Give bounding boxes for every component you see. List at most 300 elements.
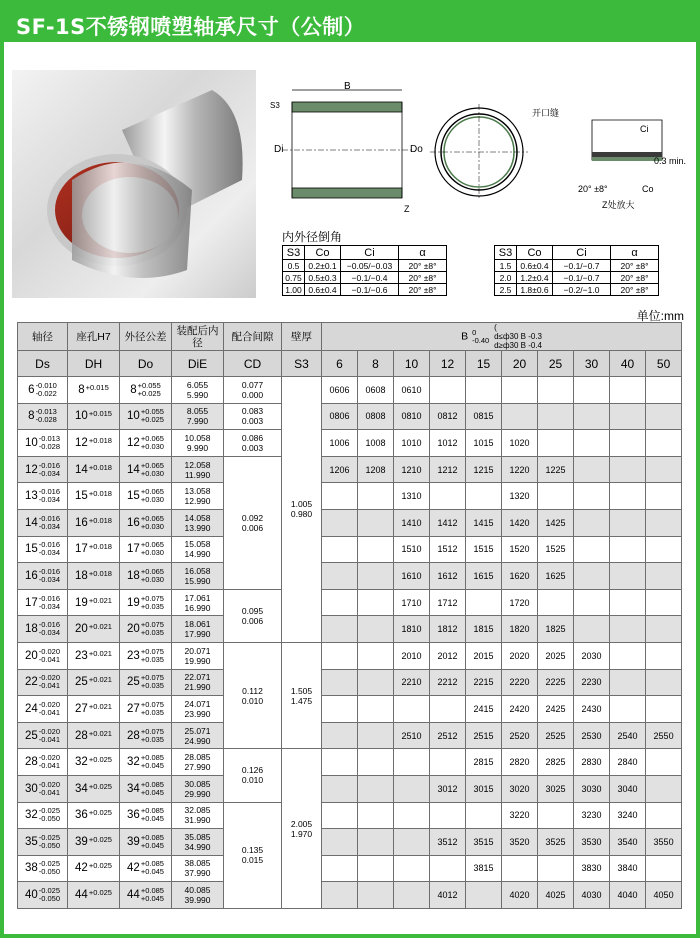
part-number-cell (322, 509, 358, 536)
hole-cell: 20 +0.021 (68, 616, 120, 643)
fitted-cell: 24.071 23.990 (172, 696, 224, 723)
part-number-cell (358, 829, 394, 856)
fitted-cell: 12.058 11.990 (172, 456, 224, 483)
shaft-cell: 15 -0.016 -0.034 (18, 536, 68, 563)
part-number-cell (394, 775, 430, 802)
part-number-cell: 1512 (430, 536, 466, 563)
part-number-cell: 3540 (610, 829, 646, 856)
part-number-cell: 3512 (430, 829, 466, 856)
part-number-cell (430, 749, 466, 776)
hole-cell: 36 +0.025 (68, 802, 120, 829)
clearance-cell: 0.126 0.010 (224, 749, 282, 802)
b-col-header: 30 (574, 351, 610, 377)
part-number-cell (538, 589, 574, 616)
shaft-cell: 12 -0.016 -0.034 (18, 456, 68, 483)
sym-die: DiE (172, 351, 224, 377)
part-number-cell (322, 775, 358, 802)
part-number-cell: 2010 (394, 642, 430, 669)
fitted-cell: 25.071 24.990 (172, 722, 224, 749)
part-number-cell (322, 483, 358, 510)
fitted-cell: 17.061 16.990 (172, 589, 224, 616)
fitted-cell: 20.071 19.990 (172, 642, 224, 669)
part-number-cell (358, 509, 394, 536)
bushing-drawing-svg (262, 80, 692, 230)
table-row (18, 749, 682, 776)
chamfer-cell: 2.5 (495, 284, 517, 296)
dim-b-label: B (344, 81, 351, 92)
bushing-photo (12, 70, 256, 298)
shaft-cell: 24 -0.020 -0.041 (18, 696, 68, 723)
part-number-cell: 0806 (322, 403, 358, 430)
part-number-cell: 1720 (502, 589, 538, 616)
chamfer-cell: 20° ±8° (611, 284, 659, 296)
fitted-cell: 6.055 5.990 (172, 377, 224, 404)
part-number-cell (646, 456, 682, 483)
od-cell: 34 +0.085 +0.045 (120, 775, 172, 802)
unit-label: 单位:mm (636, 309, 684, 323)
part-number-cell (646, 430, 682, 457)
part-number-cell (610, 589, 646, 616)
part-number-cell (538, 802, 574, 829)
table-row (18, 403, 682, 430)
part-number-cell: 2512 (430, 722, 466, 749)
hole-cell: 8 +0.015 (68, 377, 120, 404)
hole-cell: 12 +0.018 (68, 430, 120, 457)
part-number-cell: 1010 (394, 430, 430, 457)
part-number-cell (358, 749, 394, 776)
part-number-cell: 2525 (538, 722, 574, 749)
chamfer-cell: 1.2±0.4 (517, 272, 553, 284)
part-number-cell: 0808 (358, 403, 394, 430)
part-number-cell: 3030 (574, 775, 610, 802)
b-tol-upper: 0 (472, 327, 477, 337)
part-number-cell (430, 855, 466, 882)
part-number-cell: 1208 (358, 456, 394, 483)
chamfer-cell: 0.5 (283, 260, 305, 272)
table-row (18, 589, 682, 616)
chamfer-cell: 0.5±0.3 (305, 272, 341, 284)
b-tol-lower: -0.40 (472, 335, 490, 345)
shaft-cell: 28 -0.020 -0.041 (18, 749, 68, 776)
part-number-cell (430, 802, 466, 829)
head-od: 外径公差 (120, 323, 172, 351)
part-number-cell (322, 855, 358, 882)
chamfer-cell: 1.5 (495, 260, 517, 272)
od-cell: 42 +0.085 +0.045 (120, 855, 172, 882)
sym-ds: Ds (18, 351, 68, 377)
chamfer-title: 内外径倒角 (282, 230, 343, 244)
b-symbol: B (461, 330, 469, 343)
part-number-cell: 1210 (394, 456, 430, 483)
od-cell: 23 +0.075 +0.035 (120, 642, 172, 669)
part-number-cell: 4040 (610, 882, 646, 909)
part-number-cell (646, 802, 682, 829)
shaft-cell: 38 -0.025 -0.050 (18, 855, 68, 882)
od-cell: 44 +0.085 +0.045 (120, 882, 172, 909)
sym-cd: CD (224, 351, 282, 377)
part-number-cell: 1810 (394, 616, 430, 643)
part-number-cell (574, 456, 610, 483)
part-number-cell (358, 855, 394, 882)
shaft-cell: 13 -0.016 -0.034 (18, 483, 68, 510)
part-number-cell: 2415 (466, 696, 502, 723)
part-number-cell: 3520 (502, 829, 538, 856)
part-number-cell (394, 802, 430, 829)
part-number-cell (574, 616, 610, 643)
part-number-cell (646, 749, 682, 776)
table-row (18, 616, 682, 643)
fitted-cell: 28.085 27.990 (172, 749, 224, 776)
hole-cell: 15 +0.018 (68, 483, 120, 510)
chamfer-head-ci: Ci (341, 246, 399, 260)
chamfer-table-right (494, 245, 659, 296)
fitted-cell: 8.055 7.990 (172, 403, 224, 430)
part-number-cell: 0608 (358, 377, 394, 404)
part-number-cell (646, 377, 682, 404)
table-row (18, 536, 682, 563)
table-row (18, 855, 682, 882)
chamfer-table-left (282, 245, 447, 296)
hole-cell: 32 +0.025 (68, 749, 120, 776)
hole-cell: 10 +0.015 (68, 403, 120, 430)
part-number-cell: 1712 (430, 589, 466, 616)
part-number-cell: 1012 (430, 430, 466, 457)
part-number-cell: 2510 (394, 722, 430, 749)
shaft-cell: 10 -0.013 -0.028 (18, 430, 68, 457)
part-number-cell: 1425 (538, 509, 574, 536)
part-number-cell: 4050 (646, 882, 682, 909)
part-number-cell: 3025 (538, 775, 574, 802)
part-number-cell: 2840 (610, 749, 646, 776)
part-number-cell (358, 775, 394, 802)
part-number-cell (646, 616, 682, 643)
part-number-cell: 4025 (538, 882, 574, 909)
part-number-cell (538, 403, 574, 430)
part-number-cell (538, 855, 574, 882)
part-number-cell: 2030 (574, 642, 610, 669)
b-col-header: 6 (322, 351, 358, 377)
chamfer-cell: 20° ±8° (399, 260, 447, 272)
shaft-cell: 6 -0.010 -0.022 (18, 377, 68, 404)
part-number-cell (430, 377, 466, 404)
chamfer-cell: 0.6±0.4 (305, 284, 341, 296)
part-number-cell (646, 775, 682, 802)
head-shaft: 轴径 (18, 323, 68, 351)
part-number-cell (322, 616, 358, 643)
part-number-cell: 3830 (574, 855, 610, 882)
od-cell: 14 +0.065 +0.030 (120, 456, 172, 483)
sym-do: Do (120, 351, 172, 377)
part-number-cell: 2020 (502, 642, 538, 669)
part-number-cell: 3530 (574, 829, 610, 856)
od-cell: 12 +0.065 +0.030 (120, 430, 172, 457)
part-number-cell (574, 589, 610, 616)
fitted-cell: 14.058 13.990 (172, 509, 224, 536)
part-number-cell (394, 829, 430, 856)
part-number-cell: 0815 (466, 403, 502, 430)
fitted-cell: 35.085 34.990 (172, 829, 224, 856)
part-number-cell (538, 377, 574, 404)
ci-label: Ci (640, 124, 649, 134)
shaft-cell: 20 -0.020 -0.041 (18, 642, 68, 669)
part-number-cell: 1006 (322, 430, 358, 457)
chamfer-cell: −0.1/−0.6 (341, 284, 399, 296)
od-cell: 25 +0.075 +0.035 (120, 669, 172, 696)
part-number-cell: 4030 (574, 882, 610, 909)
fitted-cell: 13.058 12.990 (172, 483, 224, 510)
part-number-cell: 2550 (646, 722, 682, 749)
clearance-cell: 0.077 0.000 (224, 377, 282, 404)
part-number-cell (610, 642, 646, 669)
part-number-cell: 1415 (466, 509, 502, 536)
part-number-cell: 2220 (502, 669, 538, 696)
part-number-cell: 2210 (394, 669, 430, 696)
part-number-cell: 2830 (574, 749, 610, 776)
table-row (18, 775, 682, 802)
part-number-cell (574, 430, 610, 457)
fitted-cell: 40.085 39.990 (172, 882, 224, 909)
min-label: 0.3 min. (654, 156, 687, 166)
part-number-cell: 2825 (538, 749, 574, 776)
part-number-cell: 1320 (502, 483, 538, 510)
part-number-cell: 1620 (502, 563, 538, 590)
chamfer-cell: −0.1/−0.7 (553, 272, 611, 284)
part-number-cell (610, 509, 646, 536)
part-number-cell: 3015 (466, 775, 502, 802)
hole-cell: 14 +0.018 (68, 456, 120, 483)
part-number-cell (610, 377, 646, 404)
part-number-cell: 1825 (538, 616, 574, 643)
part-number-cell: 1020 (502, 430, 538, 457)
od-cell: 28 +0.075 +0.035 (120, 722, 172, 749)
part-number-cell (574, 536, 610, 563)
part-number-cell (358, 882, 394, 909)
part-number-cell: 1520 (502, 536, 538, 563)
hole-cell: 27 +0.021 (68, 696, 120, 723)
part-number-cell (430, 696, 466, 723)
zoom-label: Z处放大 (602, 200, 635, 210)
part-number-cell (538, 430, 574, 457)
hole-cell: 17 +0.018 (68, 536, 120, 563)
part-number-cell: 2430 (574, 696, 610, 723)
part-number-cell (538, 483, 574, 510)
shaft-cell: 14 -0.016 -0.034 (18, 509, 68, 536)
chamfer-cell: 20° ±8° (399, 284, 447, 296)
table-row (18, 882, 682, 909)
bushing-photo-image (12, 70, 256, 298)
part-number-cell: 1212 (430, 456, 466, 483)
part-number-cell (502, 377, 538, 404)
od-cell: 8 +0.055 +0.025 (120, 377, 172, 404)
part-number-cell: 2230 (574, 669, 610, 696)
part-number-cell (394, 696, 430, 723)
chamfer-cell: −0.1/−0.7 (553, 260, 611, 272)
part-number-cell (646, 483, 682, 510)
table-body (18, 377, 682, 909)
part-number-cell (358, 802, 394, 829)
wall-cell: 1.505 1.475 (282, 642, 322, 748)
table-row (18, 802, 682, 829)
b-col-header: 25 (538, 351, 574, 377)
hole-cell: 23 +0.021 (68, 642, 120, 669)
chamfer-head-co: Co (517, 246, 553, 260)
part-number-cell: 4012 (430, 882, 466, 909)
chamfer-head-ci: Ci (553, 246, 611, 260)
part-number-cell: 2540 (610, 722, 646, 749)
part-number-cell (358, 589, 394, 616)
part-number-cell: 4020 (502, 882, 538, 909)
part-number-cell (646, 403, 682, 430)
part-number-cell (322, 589, 358, 616)
clearance-cell: 0.083 0.003 (224, 403, 282, 430)
part-number-cell: 3220 (502, 802, 538, 829)
chamfer-head-s3: S3 (495, 246, 517, 260)
part-number-cell: 2012 (430, 642, 466, 669)
od-cell: 18 +0.065 +0.030 (120, 563, 172, 590)
fitted-cell: 15.058 14.990 (172, 536, 224, 563)
header-bar (4, 4, 696, 42)
part-number-cell: 1310 (394, 483, 430, 510)
chamfer-head-s3: S3 (283, 246, 305, 260)
hole-cell: 34 +0.025 (68, 775, 120, 802)
table-header-row-2 (18, 351, 682, 377)
chamfer-head-alpha: α (611, 246, 659, 260)
fitted-cell: 10.058 9.990 (172, 430, 224, 457)
part-number-cell (610, 456, 646, 483)
wall-cell: 1.005 0.980 (282, 377, 322, 643)
part-number-cell (322, 829, 358, 856)
chamfer-cell: −0.2/−1.0 (553, 284, 611, 296)
clearance-cell: 0.086 0.003 (224, 430, 282, 457)
part-number-cell: 0810 (394, 403, 430, 430)
fitted-cell: 22.071 21.990 (172, 669, 224, 696)
part-number-cell: 3230 (574, 802, 610, 829)
dim-di-label: Di (274, 144, 284, 155)
table-row (18, 669, 682, 696)
part-number-cell: 1410 (394, 509, 430, 536)
table-row (18, 696, 682, 723)
part-number-cell (466, 377, 502, 404)
part-number-cell: 1420 (502, 509, 538, 536)
part-number-cell (574, 403, 610, 430)
part-number-cell (610, 403, 646, 430)
part-number-cell (646, 669, 682, 696)
head-hole: 座孔H7 (68, 323, 120, 351)
part-number-cell: 1412 (430, 509, 466, 536)
part-number-cell (466, 802, 502, 829)
hole-cell: 42 +0.025 (68, 855, 120, 882)
b-cond-1: d≤ф30 B -0.3 (494, 332, 542, 341)
table-header-row-1 (18, 323, 682, 351)
part-number-cell: 2815 (466, 749, 502, 776)
clearance-cell: 0.092 0.006 (224, 456, 282, 589)
part-number-cell: 1206 (322, 456, 358, 483)
part-number-cell: 3240 (610, 802, 646, 829)
part-number-cell (322, 563, 358, 590)
clearance-cell: 0.135 0.015 (224, 802, 282, 908)
fitted-cell: 16.058 15.990 (172, 563, 224, 590)
part-number-cell (358, 483, 394, 510)
part-number-cell (358, 563, 394, 590)
part-number-cell (610, 696, 646, 723)
dim-z-label: Z (404, 204, 410, 214)
part-number-cell (646, 563, 682, 590)
fitted-cell: 18.061 17.990 (172, 616, 224, 643)
od-cell: 17 +0.065 +0.030 (120, 536, 172, 563)
hole-cell: 44 +0.025 (68, 882, 120, 909)
part-number-cell: 1215 (466, 456, 502, 483)
od-cell: 10 +0.055 +0.025 (120, 403, 172, 430)
head-fitted: 装配后内径 (172, 323, 224, 351)
part-number-cell: 0610 (394, 377, 430, 404)
part-number-cell: 1515 (466, 536, 502, 563)
head-clearance: 配合间隙 (224, 323, 282, 351)
chamfer-cell: 0.75 (283, 272, 305, 284)
part-number-cell (610, 483, 646, 510)
chamfer-head-alpha: α (399, 246, 447, 260)
part-number-cell (610, 563, 646, 590)
part-number-cell (574, 509, 610, 536)
chamfer-cell: 1.00 (283, 284, 305, 296)
od-cell: 20 +0.075 +0.035 (120, 616, 172, 643)
part-number-cell: 1820 (502, 616, 538, 643)
head-wall: 壁厚 (282, 323, 322, 351)
part-number-cell (646, 642, 682, 669)
part-number-cell: 1008 (358, 430, 394, 457)
table-row (18, 430, 682, 457)
part-number-cell (358, 536, 394, 563)
part-number-cell (466, 483, 502, 510)
part-number-cell (322, 882, 358, 909)
od-cell: 27 +0.075 +0.035 (120, 696, 172, 723)
b-col-header: 12 (430, 351, 466, 377)
shaft-cell: 22 -0.020 -0.041 (18, 669, 68, 696)
fitted-cell: 38.085 37.990 (172, 855, 224, 882)
table-row (18, 642, 682, 669)
part-number-cell (610, 536, 646, 563)
b-cond-2: d≥ф30 B -0.4 (494, 341, 542, 350)
part-number-cell (322, 802, 358, 829)
b-col-header: 50 (646, 351, 682, 377)
part-number-cell: 2425 (538, 696, 574, 723)
table-row (18, 456, 682, 483)
chamfer-cell: 0.6±0.4 (517, 260, 553, 272)
chamfer-cell: −0.05/−0.03 (341, 260, 399, 272)
part-number-cell: 1812 (430, 616, 466, 643)
part-number-cell: 2530 (574, 722, 610, 749)
clearance-cell: 0.112 0.010 (224, 642, 282, 748)
hole-cell: 18 +0.018 (68, 563, 120, 590)
wall-cell: 2.005 1.970 (282, 749, 322, 909)
part-number-cell (358, 696, 394, 723)
part-number-cell: 0812 (430, 403, 466, 430)
part-number-cell (358, 669, 394, 696)
od-cell: 36 +0.085 +0.045 (120, 802, 172, 829)
part-number-cell: 3815 (466, 855, 502, 882)
part-number-cell: 2212 (430, 669, 466, 696)
part-number-cell: 2015 (466, 642, 502, 669)
table-row (18, 563, 682, 590)
hole-cell: 16 +0.018 (68, 509, 120, 536)
part-number-cell: 2520 (502, 722, 538, 749)
table-row (18, 483, 682, 510)
shaft-cell: 17 -0.016 -0.034 (18, 589, 68, 616)
dim-do-label: Do (410, 144, 423, 155)
co-label: Co (642, 184, 654, 194)
part-number-cell (574, 377, 610, 404)
chamfer-cell: 0.2±0.1 (305, 260, 341, 272)
chamfer-cell: 1.8±0.6 (517, 284, 553, 296)
